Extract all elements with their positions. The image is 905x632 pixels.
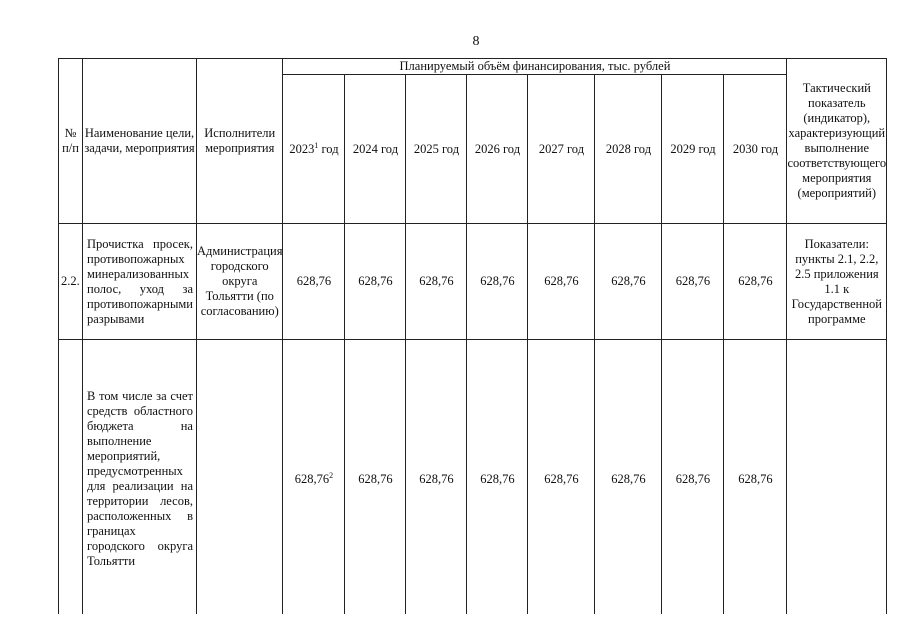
page-number: 8 bbox=[472, 34, 480, 49]
row-value: 628,76 bbox=[345, 224, 406, 340]
row-value: 628,76 bbox=[595, 340, 662, 615]
row-value: 628,76 bbox=[662, 340, 724, 615]
header-year: 2029 год bbox=[662, 75, 724, 224]
row-value: 628,76 bbox=[406, 340, 467, 615]
row-value: 628,76 bbox=[528, 224, 595, 340]
header-year: 2027 год bbox=[528, 75, 595, 224]
header-year: 2024 год bbox=[345, 75, 406, 224]
header-financing: Планируемый объём финансирования, тыс. рублей bbox=[283, 59, 787, 75]
financing-table bbox=[58, 58, 887, 614]
header-year: 2028 год bbox=[595, 75, 662, 224]
header-year: 2026 год bbox=[467, 75, 528, 224]
row-value: 628,76 bbox=[724, 224, 787, 340]
row-num bbox=[59, 340, 83, 615]
header-executors: Исполнители мероприятия bbox=[197, 59, 283, 224]
row-value: 628,76 bbox=[467, 224, 528, 340]
row-value: 628,76 bbox=[467, 340, 528, 615]
row-value: 628,76 bbox=[724, 340, 787, 615]
row-name: Прочистка просек, противопожарных минерализованных полос, уход за противопожарными разрывами bbox=[83, 224, 197, 340]
header-indicator: Тактический показатель (индикатор), характеризующий выполнение соответствующего мероприятия (мероприятий) bbox=[787, 59, 887, 224]
header-year: 2023$^1$ год bbox=[283, 75, 345, 224]
header-num: № п/п bbox=[59, 59, 83, 224]
row-indicator: Показатели: пункты 2.1, 2.2, 2.5 приложения 1.1 к Государственной программе bbox=[787, 224, 887, 340]
row-value: 628,76 bbox=[406, 224, 467, 340]
row-num: 2.2. bbox=[59, 224, 83, 340]
row-value: 628,76 bbox=[528, 340, 595, 615]
header-year: 2025 год bbox=[406, 75, 467, 224]
row-value: 628,76 bbox=[662, 224, 724, 340]
table-row bbox=[59, 340, 887, 615]
header-year: 2030 год bbox=[724, 75, 787, 224]
header-name: Наименование цели, задачи, мероприятия bbox=[83, 59, 197, 224]
row-value: 628,76 bbox=[283, 224, 345, 340]
row-value: 628,76 bbox=[595, 224, 662, 340]
row-value: 628,76 bbox=[345, 340, 406, 615]
row-name: В том числе за счет средств областного бюджета на выполнение мероприятий, предусмотренных для реализации на территории лесов, расположенных в границах городского округа Тольятти bbox=[83, 340, 197, 615]
row-executors: Администрация городского округа Тольятти (по согласованию) bbox=[197, 224, 283, 340]
header-row-top bbox=[59, 59, 887, 75]
row-indicator bbox=[787, 340, 887, 615]
row-executors bbox=[197, 340, 283, 615]
row-value: 628,76$^2$ bbox=[283, 340, 345, 615]
table-row bbox=[59, 224, 887, 340]
